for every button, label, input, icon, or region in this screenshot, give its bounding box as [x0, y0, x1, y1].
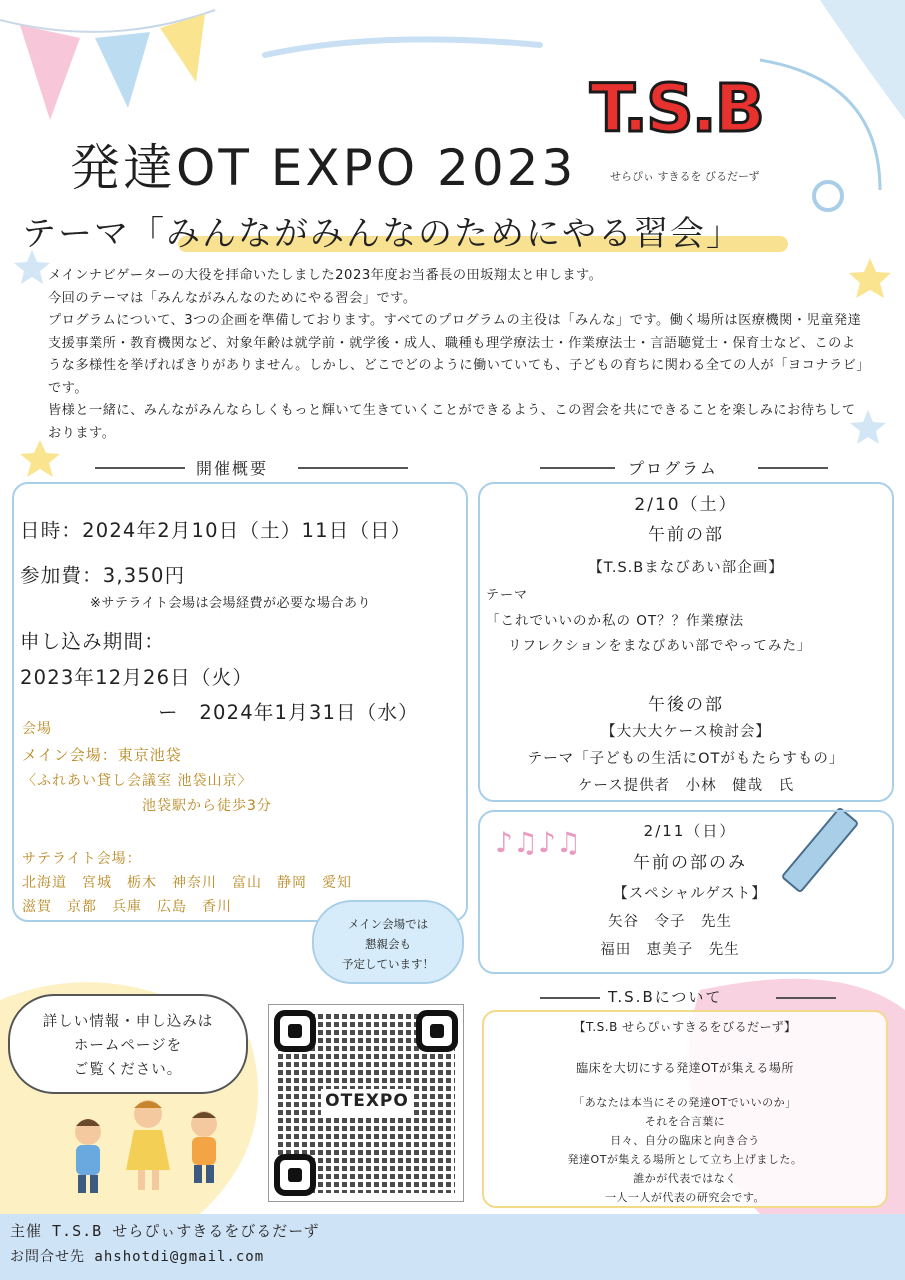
page-title: 発達OT EXPO 2023	[70, 139, 577, 197]
bunting-flag-pink	[20, 25, 80, 120]
application-period-label: 申し込み期間：	[20, 630, 165, 653]
day1-am-theme-line1: 「これでいいのか私の OT？？作業療法	[486, 613, 745, 629]
day1-am-theme-line2: リフレクションをまなびあい部でやってみた」	[508, 638, 812, 654]
qr-code[interactable]	[268, 1004, 464, 1202]
social-gathering-bubble	[312, 900, 464, 984]
music-notes: ♪♫♪♫	[495, 826, 581, 859]
more-info-line1: 詳しい情報・申し込みは	[42, 1014, 214, 1030]
overview-heading: 開催概要	[196, 459, 269, 478]
program-heading-line-left	[540, 467, 615, 469]
day1-am-title: 午前の部	[648, 525, 724, 545]
overview-heading-line-left	[95, 467, 185, 469]
program-heading-line-right	[758, 467, 828, 469]
bubble-line3: 予定しています！	[342, 957, 434, 971]
day1-pm-theme: テーマ「子どもの生活にOTがもたらすもの」	[527, 751, 845, 767]
application-period-start: 2023年12月26日（火）	[20, 666, 254, 689]
tsb-logo	[590, 70, 790, 190]
intro-paragraph: メインナビゲーターの大役を拝命いたしました2023年度お当番長の田坂翔太と申します。	[48, 268, 603, 283]
intro-text	[48, 265, 868, 445]
more-info-line2: ホームページを	[73, 1038, 183, 1054]
fee-note: ※サテライト会場は会場経費が必要な場合あり	[90, 596, 372, 611]
intro-paragraph: 今回のテーマは「みんながみんなのためにやる習会」です。	[48, 290, 417, 306]
footer-organizer: 主催 T.S.B せらぴぃすきるをびるだーず	[10, 1222, 320, 1240]
satellite-venues-line2: 滋賀 京都 兵庫 広島 香川	[22, 899, 232, 915]
logo-caption: せらぴぃ すきるを びるだーず	[610, 170, 760, 183]
bubble-line2: 懇親会も	[365, 937, 411, 951]
corner-blob-top	[820, 0, 905, 120]
star-yellow-left	[20, 440, 60, 477]
day1-date: 2/10（土）	[634, 495, 738, 515]
day1-am-project: 【T.S.Bまなびあい部企画】	[588, 560, 784, 576]
about-line3: 日々、自分の臨床と向き合う	[610, 1134, 760, 1147]
children-illustration	[60, 1090, 240, 1200]
about-heading: T.S.Bについて	[608, 988, 723, 1006]
star-blue-left	[14, 250, 50, 284]
qr-finder-top-left	[275, 1011, 315, 1051]
event-fee: 参加費：3,350円	[20, 564, 186, 587]
about-line1: 「あなたは本当にその発達OTでいいのか」	[573, 1096, 797, 1109]
more-info-bubble	[8, 994, 248, 1094]
satellite-label: サテライト会場：	[22, 851, 142, 867]
day1-pm-presenter: ケース提供者 小林 健哉 氏	[577, 778, 795, 794]
day1-pm-title: 午後の部	[648, 695, 724, 715]
about-line2: それを合言葉に	[644, 1115, 726, 1128]
more-info-line3: ご覧ください。	[73, 1062, 183, 1078]
main-venue-detail: 〈ふれあい貸し会議室 池袋山京〉	[22, 773, 253, 789]
overview-heading-line-right	[298, 467, 408, 469]
intro-paragraph: 皆様と一緒に、みんながみんならしくもっと輝いて生きていくことができるよう、この習会を共にできることを楽しみにお待ちしております。	[48, 403, 856, 441]
qr-finder-bottom-left	[275, 1155, 315, 1195]
day2-guest-label: 【スペシャルゲスト】	[613, 886, 767, 902]
about-line6: 一人一人が代表の研究会です。	[604, 1191, 766, 1204]
footer-contact[interactable]: お問合せ先 ahshotdi@gmail.com	[10, 1249, 265, 1265]
day2-date: 2/11（日）	[643, 822, 737, 840]
about-heading-line-right	[776, 997, 836, 999]
about-line5: 誰かが代表ではなく	[633, 1172, 737, 1185]
venue-label: 会場	[22, 721, 52, 737]
main-venue: メイン会場：東京池袋	[22, 746, 182, 764]
about-line4: 発達OTが集える場所として立ち上げました。	[567, 1153, 803, 1166]
top-swoosh	[265, 39, 540, 55]
logo-mark: T.S.B	[590, 70, 763, 147]
day1-pm-project: 【大大大ケース検討会】	[601, 724, 771, 740]
about-tagline: 臨床を大切にする発達OTが集える場所	[576, 1061, 794, 1075]
about-name: 【T.S.B せらぴぃすきるをびるだーず】	[573, 1020, 797, 1034]
application-period-end: ー 2024年1月31日（水）	[158, 701, 419, 724]
day1-am-theme-label: テーマ	[486, 588, 529, 603]
qr-finder-top-right	[417, 1011, 457, 1051]
satellite-venues-line1: 北海道 宮城 栃木 神奈川 富山 静岡 愛知	[22, 875, 352, 891]
about-heading-line-left	[540, 997, 600, 999]
day2-guest2: 福田 恵美子 先生	[600, 942, 740, 958]
bunting-flag-blue	[95, 32, 150, 108]
event-datetime: 日時：2024年2月10日（土）11日（日）	[20, 519, 412, 542]
qr-label: OTEXPO	[325, 1091, 409, 1111]
main-venue-access: 池袋駅から徒歩3分	[142, 798, 272, 814]
ring-decoration	[814, 182, 842, 210]
intro-paragraph: プログラムについて、3つの企画を準備しております。すべてのプログラムの主役は「みんな」です。働く場所は医療機関・児童発達支援事業所・教育機関など、対象年齢は就学前・就学後・成人、職種も理学療法士・作業療法士・言語聴覚士・保育士など、このような多様性を挙げればきりがありません。しかし、どこでどのように働いていても、子どもの育ちに関わる全ての人が「ヨコナラビ」です。	[48, 313, 864, 396]
program-heading: プログラム	[628, 459, 718, 478]
theme-heading: テーマ「みんながみんなのためにやる習会」	[22, 214, 742, 254]
day2-am-title: 午前の部のみ	[633, 853, 747, 873]
day2-guest1: 矢谷 令子 先生	[608, 914, 732, 930]
bubble-line1: メイン会場では	[347, 917, 429, 931]
